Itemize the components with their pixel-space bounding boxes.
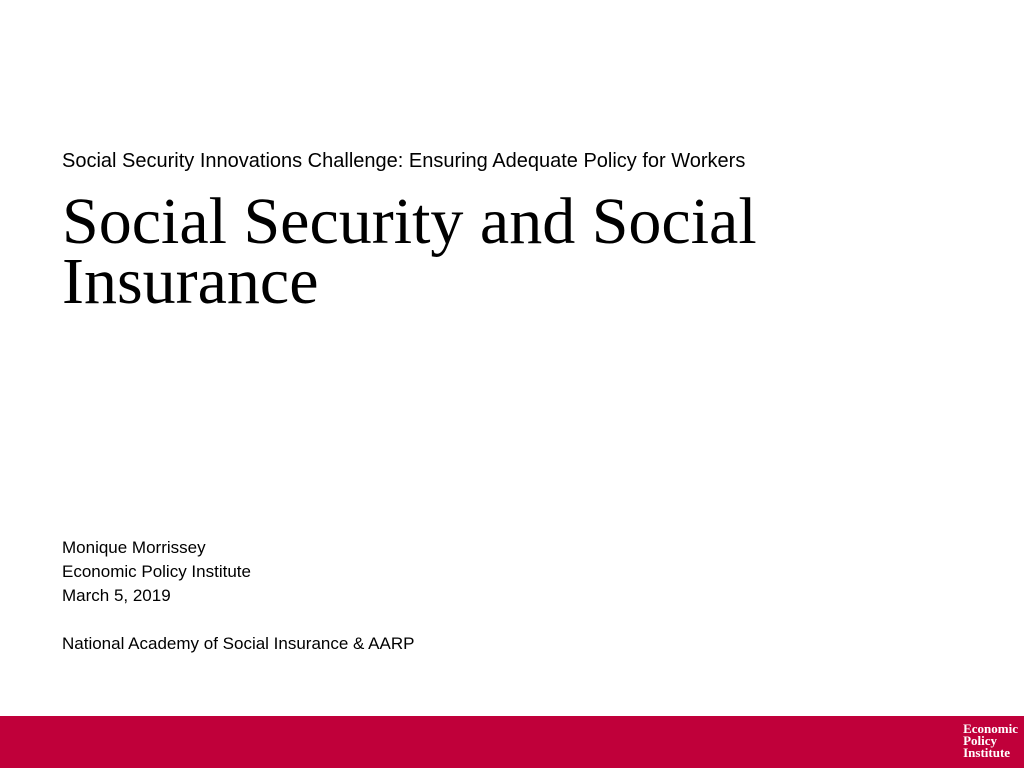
slide-title xyxy=(62,185,962,318)
footer-bar xyxy=(0,716,1024,768)
logo-line1: Economic xyxy=(963,721,1018,736)
presentation-venue: National Academy of Social Insurance & AARP xyxy=(62,634,415,653)
presentation-date: March 5, 2019 xyxy=(62,586,171,605)
author-block xyxy=(62,536,414,656)
author-organization: Economic Policy Institute xyxy=(62,562,251,581)
logo-line2: Policy xyxy=(963,733,998,748)
author-name: Monique Morrissey xyxy=(62,538,206,557)
epi-logo xyxy=(963,723,1018,759)
slide-title-line1: Social Security and Social xyxy=(62,185,757,258)
slide-subtitle: Social Security Innovations Challenge: Ensuring Adequate Policy for Workers xyxy=(62,150,746,172)
logo-line3: Institute xyxy=(963,745,1011,760)
slide-title-line2: Insurance xyxy=(62,245,319,318)
